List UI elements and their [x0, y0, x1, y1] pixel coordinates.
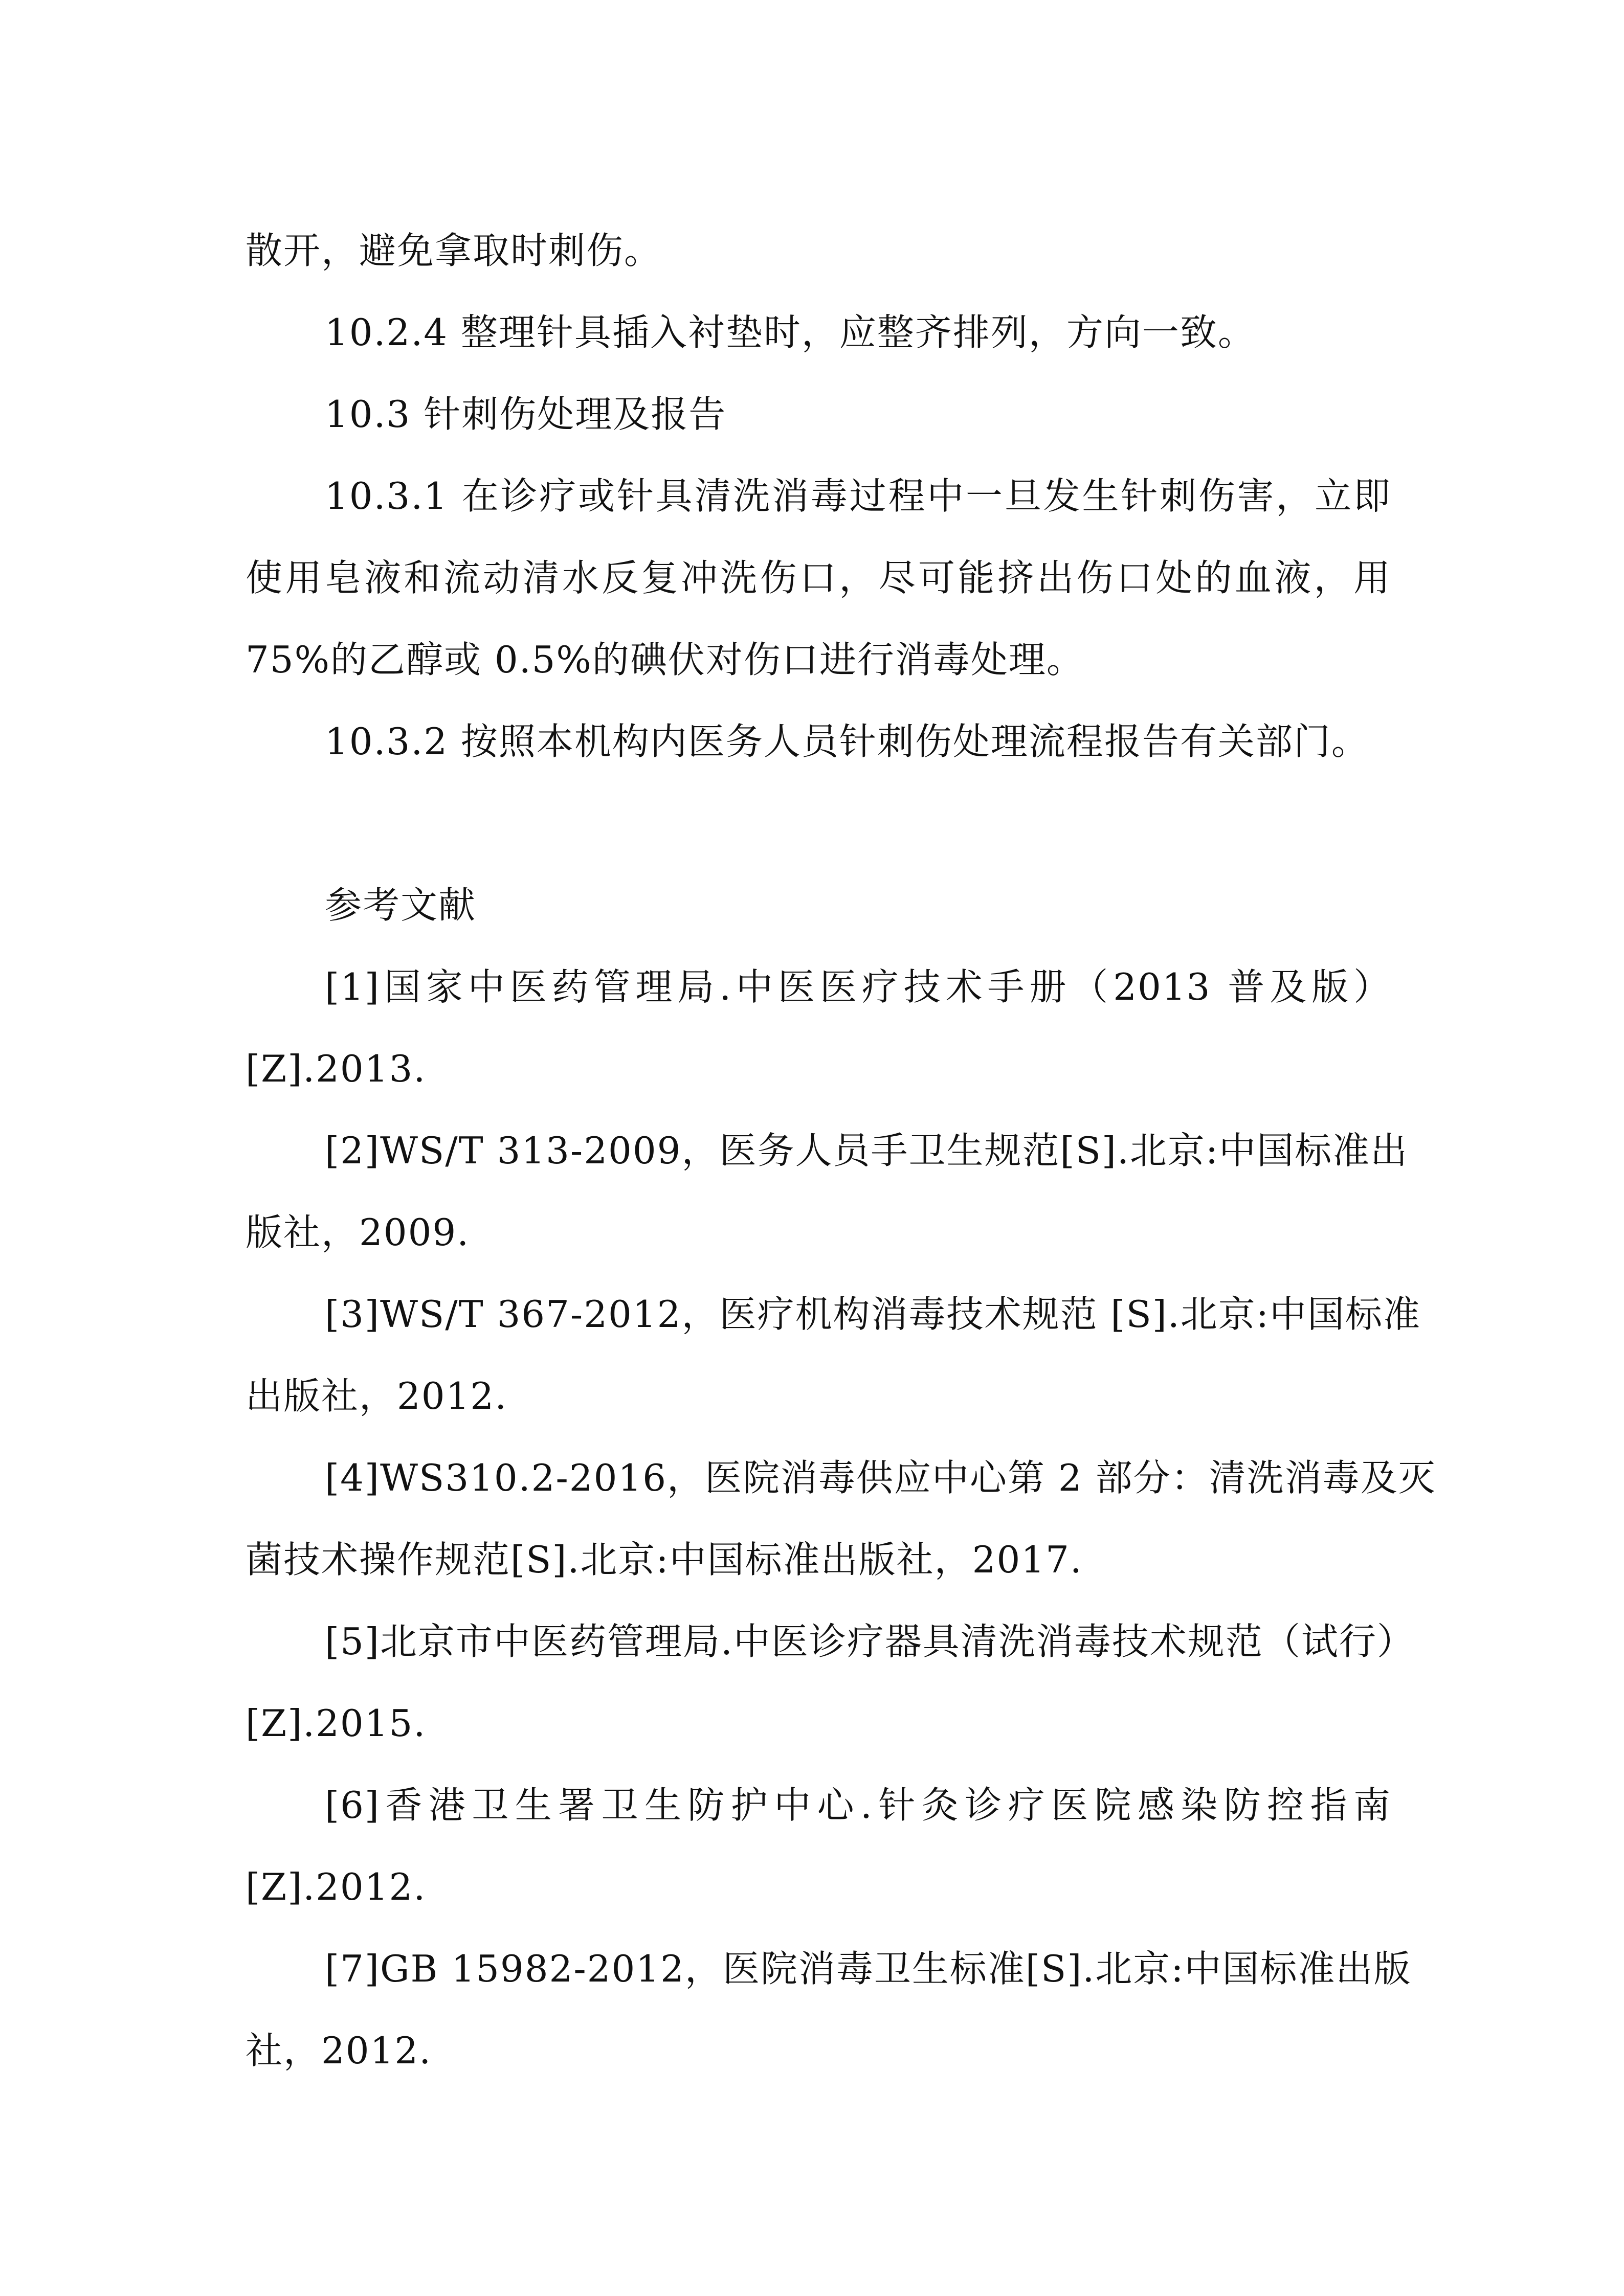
reference-5-line-1: [5]北京市中医药管理局.中医诊疗器具清洗消毒技术规范（试行）	[325, 1620, 1415, 1663]
reference-1-line-2: [Z].2013.	[246, 1047, 427, 1090]
references-heading: 参考文献	[325, 884, 477, 927]
document-body	[246, 210, 1436, 2091]
reference-2-line-2: 版社，2009.	[246, 1211, 470, 1254]
reference-5-line-2: [Z].2015.	[246, 1702, 427, 1745]
reference-4-line-1: [4]WS310.2-2016，医院消毒供应中心第 2 部分：清洗消毒及灭	[325, 1456, 1436, 1499]
section-heading-10-3: 10.3 针刺伤处理及报告	[325, 393, 727, 436]
reference-3-line-1: [3]WS/T 367-2012，医疗机构消毒技术规范 [S].北京:中国标准	[325, 1293, 1421, 1336]
clause-10-3-1-line-2: 使用皂液和流动清水反复冲洗伤口，尽可能挤出伤口处的血液，用	[246, 556, 1391, 599]
reference-6-line-1: [6]香港卫生署卫生防护中心.针灸诊疗医院感染防控指南	[325, 1784, 1391, 1827]
clause-10-3-1-line-3: 75%的乙醇或 0.5%的碘伏对伤口进行消毒处理。	[246, 638, 1084, 681]
reference-2-line-1: [2]WS/T 313-2009，医务人员手卫生规范[S].北京:中国标准出	[325, 1129, 1409, 1172]
blank-line	[246, 782, 1391, 864]
reference-3-line-2: 出版社，2012.	[246, 1375, 508, 1417]
clause-10-3-1-line-1: 10.3.1 在诊疗或针具清洗消毒过程中一旦发生针刺伤害，立即	[325, 475, 1391, 517]
reference-1-line-1: [1]国家中医药管理局.中医医疗技术手册（2013 普及版）	[325, 965, 1391, 1008]
reference-7-line-2: 社，2012.	[246, 2029, 432, 2072]
reference-6-line-2: [Z].2012.	[246, 1865, 427, 1908]
reference-4-line-2: 菌技术操作规范[S].北京:中国标准出版社，2017.	[246, 1538, 1083, 1581]
paragraph-continuation: 散开，避免拿取时刺伤。	[246, 229, 662, 272]
clause-10-3-2: 10.3.2 按照本机构内医务人员针刺伤处理流程报告有关部门。	[325, 720, 1369, 763]
reference-7-line-1: [7]GB 15982-2012，医院消毒卫生标准[S].北京:中国标准出版	[325, 1947, 1412, 1990]
clause-10-2-4: 10.2.4 整理针具插入衬垫时，应整齐排列，方向一致。	[325, 311, 1256, 354]
